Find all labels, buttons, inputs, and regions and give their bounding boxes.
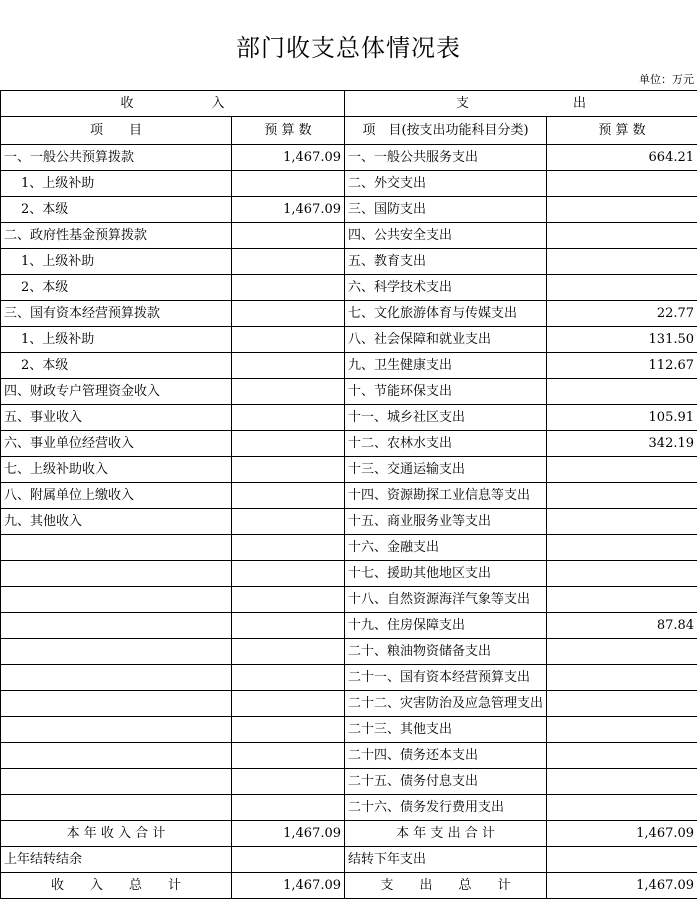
- expense-value: 22.77: [547, 301, 697, 327]
- expense-item: 四、公共安全支出: [345, 223, 547, 249]
- table-row: [1, 561, 697, 587]
- income-item: 七、上级补助收入: [1, 457, 232, 483]
- expense-value: 105.91: [547, 405, 697, 431]
- expense-value: [547, 717, 697, 743]
- unit-label: 单位：万元: [639, 73, 694, 86]
- table-row: [1, 197, 697, 223]
- expense-value: [547, 535, 697, 561]
- year-income-label: 本 年 收 入 合 计: [1, 821, 232, 847]
- income-item: [1, 743, 232, 769]
- table-row: [1, 665, 697, 691]
- expense-value: [547, 691, 697, 717]
- income-item: 八、附属单位上缴收入: [1, 483, 232, 509]
- table-row: [1, 691, 697, 717]
- income-item: 九、其他收入: [1, 509, 232, 535]
- expense-item: 六、科学技术支出: [345, 275, 547, 301]
- income-item: 1、上级补助: [1, 327, 232, 353]
- expense-value: [547, 665, 697, 691]
- income-item: 三、国有资本经营预算拨款: [1, 301, 232, 327]
- table-row: [1, 717, 697, 743]
- income-value: [232, 769, 345, 795]
- income-item: [1, 665, 232, 691]
- table-row: [1, 509, 697, 535]
- income-value: [232, 405, 345, 431]
- expense-item: 五、教育支出: [345, 249, 547, 275]
- expense-value: [547, 639, 697, 665]
- page-title: 部门收支总体情况表: [236, 34, 461, 62]
- income-item: 二、政府性基金预算拨款: [1, 223, 232, 249]
- table-row: [1, 275, 697, 301]
- expense-value: [547, 743, 697, 769]
- income-value: [232, 535, 345, 561]
- income-value: [232, 743, 345, 769]
- expense-value: [547, 509, 697, 535]
- income-value: [232, 795, 345, 821]
- table-row: [1, 795, 697, 821]
- income-header: 收 入: [1, 91, 345, 117]
- table-row: [1, 639, 697, 665]
- income-value: 1,467.09: [232, 197, 345, 223]
- expense-value: [547, 249, 697, 275]
- expense-item: 十二、农林水支出: [345, 431, 547, 457]
- income-item: [1, 769, 232, 795]
- table-row: [1, 353, 697, 379]
- income-value: [232, 613, 345, 639]
- income-item: [1, 587, 232, 613]
- carry-in-value: [232, 847, 345, 873]
- table-row: [1, 249, 697, 275]
- year-income-value: 1,467.09: [232, 821, 345, 847]
- expense-header: 支 出: [345, 91, 697, 117]
- expense-item: 十七、援助其他地区支出: [345, 561, 547, 587]
- item-func-header: 项 目(按支出功能科目分类): [345, 117, 547, 145]
- expense-item: 十、节能环保支出: [345, 379, 547, 405]
- income-item: 2、本级: [1, 275, 232, 301]
- carry-in-label: 上年结转结余: [1, 847, 232, 873]
- expense-item: 八、社会保障和就业支出: [345, 327, 547, 353]
- item-header: 项 目: [1, 117, 232, 145]
- grand-expense-value: 1,467.09: [547, 873, 697, 899]
- table-row: [1, 535, 697, 561]
- budget-header-2: 预 算 数: [547, 117, 697, 145]
- budget-table: [0, 90, 697, 899]
- income-item: 四、财政专户管理资金收入: [1, 379, 232, 405]
- income-item: 2、本级: [1, 353, 232, 379]
- expense-value: [547, 795, 697, 821]
- total-row: [1, 873, 697, 899]
- expense-value: [547, 171, 697, 197]
- income-value: [232, 717, 345, 743]
- income-item: [1, 613, 232, 639]
- income-value: 1,467.09: [232, 145, 345, 171]
- income-value: [232, 249, 345, 275]
- expense-item: 十五、商业服务业等支出: [345, 509, 547, 535]
- income-value: [232, 483, 345, 509]
- total-row: [1, 847, 697, 873]
- expense-value: [547, 197, 697, 223]
- income-value: [232, 509, 345, 535]
- table-row: [1, 743, 697, 769]
- total-row: [1, 821, 697, 847]
- header-row-1: [1, 91, 697, 117]
- expense-item: 二、外交支出: [345, 171, 547, 197]
- expense-item: 九、卫生健康支出: [345, 353, 547, 379]
- income-value: [232, 457, 345, 483]
- expense-value: 664.21: [547, 145, 697, 171]
- table-row: [1, 769, 697, 795]
- expense-item: 二十四、债务还本支出: [345, 743, 547, 769]
- income-value: [232, 561, 345, 587]
- expense-item: 二十三、其他支出: [345, 717, 547, 743]
- expense-item: 一、一般公共服务支出: [345, 145, 547, 171]
- expense-item: 二十二、灾害防治及应急管理支出: [345, 691, 547, 717]
- expense-value: [547, 275, 697, 301]
- table-row: [1, 171, 697, 197]
- table-row: [1, 613, 697, 639]
- expense-item: 三、国防支出: [345, 197, 547, 223]
- income-item: 六、事业单位经营收入: [1, 431, 232, 457]
- expense-value: 87.84: [547, 613, 697, 639]
- carry-out-label: 结转下年支出: [345, 847, 547, 873]
- income-item: 1、上级补助: [1, 171, 232, 197]
- income-item: [1, 639, 232, 665]
- table-row: [1, 587, 697, 613]
- expense-item: 十四、资源勘探工业信息等支出: [345, 483, 547, 509]
- table-row: [1, 223, 697, 249]
- table-row: [1, 483, 697, 509]
- expense-item: 十一、城乡社区支出: [345, 405, 547, 431]
- income-item: 一、一般公共预算拨款: [1, 145, 232, 171]
- expense-value: 131.50: [547, 327, 697, 353]
- expense-item: 二十、粮油物资储备支出: [345, 639, 547, 665]
- income-value: [232, 691, 345, 717]
- income-item: [1, 795, 232, 821]
- grand-income-label: 收 入 总 计: [1, 873, 232, 899]
- income-value: [232, 353, 345, 379]
- table-row: [1, 431, 697, 457]
- expense-item: 二十五、债务付息支出: [345, 769, 547, 795]
- grand-income-value: 1,467.09: [232, 873, 345, 899]
- year-expense-label: 本 年 支 出 合 计: [345, 821, 547, 847]
- expense-item: 十三、交通运输支出: [345, 457, 547, 483]
- expense-item: 七、文化旅游体育与传媒支出: [345, 301, 547, 327]
- expense-value: [547, 769, 697, 795]
- income-value: [232, 171, 345, 197]
- expense-item: 十九、住房保障支出: [345, 613, 547, 639]
- income-value: [232, 587, 345, 613]
- expense-item: 十六、金融支出: [345, 535, 547, 561]
- table-row: [1, 145, 697, 171]
- income-value: [232, 275, 345, 301]
- income-item: 2、本级: [1, 197, 232, 223]
- expense-item: 十八、自然资源海洋气象等支出: [345, 587, 547, 613]
- expense-value: [547, 483, 697, 509]
- income-item: [1, 717, 232, 743]
- income-item: 五、事业收入: [1, 405, 232, 431]
- table-row: [1, 457, 697, 483]
- income-item: [1, 691, 232, 717]
- expense-item: 二十六、债务发行费用支出: [345, 795, 547, 821]
- income-item: 1、上级补助: [1, 249, 232, 275]
- income-value: [232, 223, 345, 249]
- income-value: [232, 379, 345, 405]
- income-item: [1, 561, 232, 587]
- expense-value: [547, 457, 697, 483]
- table-row: [1, 327, 697, 353]
- income-value: [232, 327, 345, 353]
- income-item: [1, 535, 232, 561]
- income-value: [232, 665, 345, 691]
- carry-out-value: [547, 847, 697, 873]
- expense-value: 112.67: [547, 353, 697, 379]
- grand-expense-label: 支 出 总 计: [345, 873, 547, 899]
- expense-value: [547, 587, 697, 613]
- table-row: [1, 405, 697, 431]
- expense-value: [547, 379, 697, 405]
- header-row-2: [1, 117, 697, 145]
- expense-value: [547, 223, 697, 249]
- expense-value: [547, 561, 697, 587]
- income-value: [232, 431, 345, 457]
- table-row: [1, 379, 697, 405]
- income-value: [232, 639, 345, 665]
- table-row: [1, 301, 697, 327]
- budget-header: 预 算 数: [232, 117, 345, 145]
- income-value: [232, 301, 345, 327]
- expense-item: 二十一、国有资本经营预算支出: [345, 665, 547, 691]
- year-expense-value: 1,467.09: [547, 821, 697, 847]
- expense-value: 342.19: [547, 431, 697, 457]
